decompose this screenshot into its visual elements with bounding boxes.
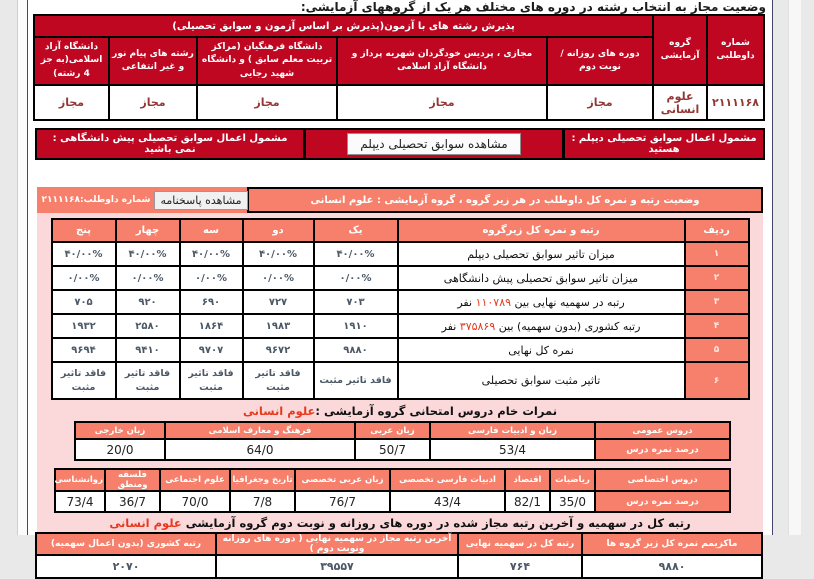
col-subgroup-3: سه: [180, 219, 243, 242]
score-specialized-literature: 43/4: [390, 491, 505, 512]
page-title: وضعیت مجاز به انتخاب رشته در دوره های مختلف هر یک از گروههای آزمایشی:: [300, 0, 766, 14]
candidate-number-value: ۲۱۱۱۱۶۸: [707, 85, 764, 120]
admission-status-table: [33, 14, 765, 121]
col-subgroup-label: رتبه و نمره کل زیرگروه: [398, 219, 685, 242]
col-philosophy-logic: فلسفه ومنطق: [105, 469, 160, 491]
col-subgroup-1: یک: [314, 219, 398, 242]
view-diploma-records-button[interactable]: مشاهده سوابق تحصیلی دیپلم: [347, 133, 520, 155]
col-exam-group: گروه آزمایشی: [653, 15, 707, 85]
pre-university-records-status: مشمول اعمال سوابق تحصیلی پیش دانشگاهی : نمی باشید: [52, 133, 288, 155]
score-persian-literature: 53/4: [430, 439, 595, 460]
cell-value: ۶۹۰: [180, 290, 243, 314]
table-row: [52, 314, 749, 338]
title-text: رتبه کل در سهمیه و آخرین رتبه مجاز شده در دوره های روزانه و نوبت دوم گروه آزمایشی: [181, 516, 691, 530]
col-payamnoor: رشته های پیام نور و غیر انتفاعی: [109, 37, 197, 85]
table-row: [75, 439, 730, 460]
table-row: [52, 242, 749, 266]
cell-value: ۴۰/۰۰%: [314, 242, 398, 266]
row-number: ۱: [685, 242, 749, 266]
national-rank-value: ۲۰۷۰: [36, 555, 216, 578]
final-rank-table: [35, 532, 763, 579]
label-text: رتبه کشوری (بدون سهمیه) بین: [495, 319, 641, 333]
diploma-records-status: مشمول اعمال سوابق تحصیلی دیپلم : هستید: [571, 133, 757, 155]
table-row: [34, 85, 764, 120]
score-arabic: 50/7: [355, 439, 430, 460]
col-general-subjects: دروس عمومی: [595, 422, 730, 439]
divider: [562, 130, 565, 158]
cell-value: فاقد تاثیر مثبت: [243, 362, 314, 399]
col-national-rank: رتبه کشوری (بدون اعمال سهمیه): [36, 533, 216, 555]
col-subgroup-2: دو: [243, 219, 314, 242]
raw-scores-title: [37, 404, 763, 418]
total-rank-in-quota-value: ۷۶۴: [458, 555, 582, 578]
cell-value: فاقد تاثیر مثبت: [180, 362, 243, 399]
row-number: ۲: [685, 266, 749, 290]
score-row-label: درصد نمره درس: [595, 439, 730, 460]
scrollbar-track[interactable]: [788, 0, 801, 535]
col-social-sciences: علوم اجتماعی: [160, 469, 230, 491]
table-row: [52, 266, 749, 290]
subgroup-rank-table: [51, 218, 750, 400]
cell-value: ۴۰/۰۰%: [52, 242, 116, 266]
specialized-subjects-table: [54, 468, 731, 513]
cell-value: ۰/۰۰%: [314, 266, 398, 290]
cell-value: فاقد تاثیر مثبت: [52, 362, 116, 399]
cell-value: ۱۹۱۰: [314, 314, 398, 338]
cell-value: فاقد تاثیر مثبت: [314, 362, 398, 399]
exam-group-highlight: علوم انسانی: [242, 404, 316, 418]
row-number: ۵: [685, 338, 749, 362]
general-subjects-table: [74, 421, 731, 461]
cell-value: ۱۹۸۳: [243, 314, 314, 338]
score-specialized-arabic: 76/7: [295, 491, 390, 512]
label-text: رتبه در سهمیه نهایی بین: [511, 295, 625, 309]
rank-score-section: [37, 187, 763, 573]
cell-value: ۴۰/۰۰%: [116, 242, 180, 266]
cell-value: فاقد تاثیر مثبت: [116, 362, 180, 399]
score-economics: 82/1: [505, 491, 550, 512]
col-math: ریاضیات: [550, 469, 595, 491]
col-islamic-culture: فرهنگ و معارف اسلامی: [165, 422, 355, 439]
divider: [303, 130, 306, 158]
score-foreign-language: 20/0: [75, 439, 165, 460]
max-subgroup-score-value: ۹۸۸۰: [582, 555, 762, 578]
cell-value: ۹۶۹۴: [52, 338, 116, 362]
label-text: نفر: [441, 319, 460, 333]
row-number: ۴: [685, 314, 749, 338]
exam-results-page: [27, 0, 773, 573]
cell-value: ۷۰۵: [52, 290, 116, 314]
col-last-admitted-rank: آخرین رتبه مجاز در سهمیه نهایی ( دوره های روزانه ونوبت دوم ): [216, 533, 458, 555]
score-history-geography: 7/8: [230, 491, 295, 512]
col-subgroup-4: چهار: [116, 219, 180, 242]
last-admitted-rank-value: ۳۹۵۵۷: [216, 555, 458, 578]
col-total-rank-in-quota: رتبه کل در سهمیه نهایی: [458, 533, 582, 555]
row-label: تاثیر مثبت سوابق تحصیلی: [398, 362, 685, 399]
col-candidate-number: شماره داوطلبی: [707, 15, 764, 85]
label-text: نفر: [457, 295, 476, 309]
row-label: میزان تاثیر سوابق تحصیلی دیپلم: [398, 242, 685, 266]
exam-group-value: علوم انسانی: [653, 85, 707, 120]
cell-value: ۴۰/۰۰%: [243, 242, 314, 266]
title-text: نمرات خام دروس امتحانی گروه آزمایشی :: [315, 404, 558, 418]
score-social-sciences: 70/0: [160, 491, 230, 512]
candidate-number-label: شماره داوطلب:۲۱۱۱۱۶۸: [41, 195, 151, 205]
cell-value: ۰/۰۰%: [52, 266, 116, 290]
col-economics: اقتصاد: [505, 469, 550, 491]
exam-group-highlight: علوم انسانی: [109, 516, 182, 530]
col-subgroup-5: پنج: [52, 219, 116, 242]
row-label: [398, 314, 685, 338]
row-label: نمره کل نهایی: [398, 338, 685, 362]
col-row-number: ردیف: [685, 219, 749, 242]
cell-value: ۹۸۸۰: [314, 338, 398, 362]
cell-value: ۰/۰۰%: [243, 266, 314, 290]
cell-value: ۹۶۷۲: [243, 338, 314, 362]
score-row-label: درصد نمره درس: [595, 491, 730, 512]
col-specialized-subjects: دروس اختصاصی: [595, 469, 730, 491]
total-in-quota-count: ۱۱۰۷۸۹: [475, 295, 512, 309]
cell-value: ۷۲۷: [243, 290, 314, 314]
final-rank-title: [37, 516, 763, 530]
cell-value: ۹۷۰۷: [180, 338, 243, 362]
cell-value: ۰/۰۰%: [116, 266, 180, 290]
col-psychology: روانشناسی: [55, 469, 105, 491]
cell-value: ۰/۰۰%: [180, 266, 243, 290]
status-virtual: مجاز: [337, 85, 547, 120]
cell-value: ۴۰/۰۰%: [180, 242, 243, 266]
col-specialized-arabic: زبان عربی تخصصی: [295, 469, 390, 491]
row-number: ۶: [685, 362, 749, 399]
col-max-subgroup-score: ماکزیمم نمره کل زیر گروه ها: [582, 533, 762, 555]
table-row: [52, 362, 749, 399]
status-azad: مجاز: [34, 85, 109, 120]
col-history-geography: تاریخ وجغرافیا: [230, 469, 295, 491]
table-row: [55, 491, 730, 512]
row-number: ۳: [685, 290, 749, 314]
table-row: [36, 555, 762, 578]
row-label: [398, 290, 685, 314]
col-specialized-literature: ادبیات فارسی تخصصی: [390, 469, 505, 491]
total-national-count: ۳۷۵۸۶۹: [459, 319, 496, 333]
status-daytime: مجاز: [547, 85, 653, 120]
cell-value: ۱۸۶۴: [180, 314, 243, 338]
rank-section-header: [37, 187, 763, 213]
col-arabic: زبان عربی: [355, 422, 430, 439]
table-row: [52, 290, 749, 314]
score-philosophy-logic: 36/7: [105, 491, 160, 512]
score-islamic-culture: 64/0: [165, 439, 355, 460]
cell-value: ۷۰۳: [314, 290, 398, 314]
score-psychology: 73/4: [55, 491, 105, 512]
records-bar: [35, 128, 765, 160]
view-answer-sheet-button[interactable]: مشاهده پاسخنامه: [154, 191, 247, 210]
col-admission-merged: پذیرش رشته های با آزمون(پذیرش بر اساس آزمون و سوابق تحصیلی): [34, 15, 653, 37]
status-farhangian: مجاز: [197, 85, 337, 120]
col-virtual-campus: مجازی ، پردیس خودگردان شهریه پرداز و دانشگاه آزاد اسلامی: [337, 37, 547, 85]
cell-value: ۹۲۰: [116, 290, 180, 314]
score-math: 35/0: [550, 491, 595, 512]
row-label: میزان تاثیر سوابق تحصیلی پیش دانشگاهی: [398, 266, 685, 290]
cell-value: ۲۵۸۰: [116, 314, 180, 338]
table-row: [52, 338, 749, 362]
cell-value: ۹۴۱۰: [116, 338, 180, 362]
rank-section-title: وضعیت رتبه و نمره کل داوطلب در هر زیر گروه ، گروه آزمایشی : علوم انسانی: [247, 187, 763, 213]
col-azad: دانشگاه آزاد اسلامی(به جز 4 رشته): [34, 37, 109, 85]
col-foreign-language: زبان خارجی: [75, 422, 165, 439]
col-daytime-courses: دوره های روزانه / نوبت دوم: [547, 37, 653, 85]
col-persian-literature: زبان و ادبیات فارسی: [430, 422, 595, 439]
col-farhangian: دانشگاه فرهنگیان (مراکز تربیت معلم سابق ) و دانشگاه شهید رجایی: [197, 37, 337, 85]
status-payamnoor: مجاز: [109, 85, 197, 120]
cell-value: ۱۹۳۲: [52, 314, 116, 338]
